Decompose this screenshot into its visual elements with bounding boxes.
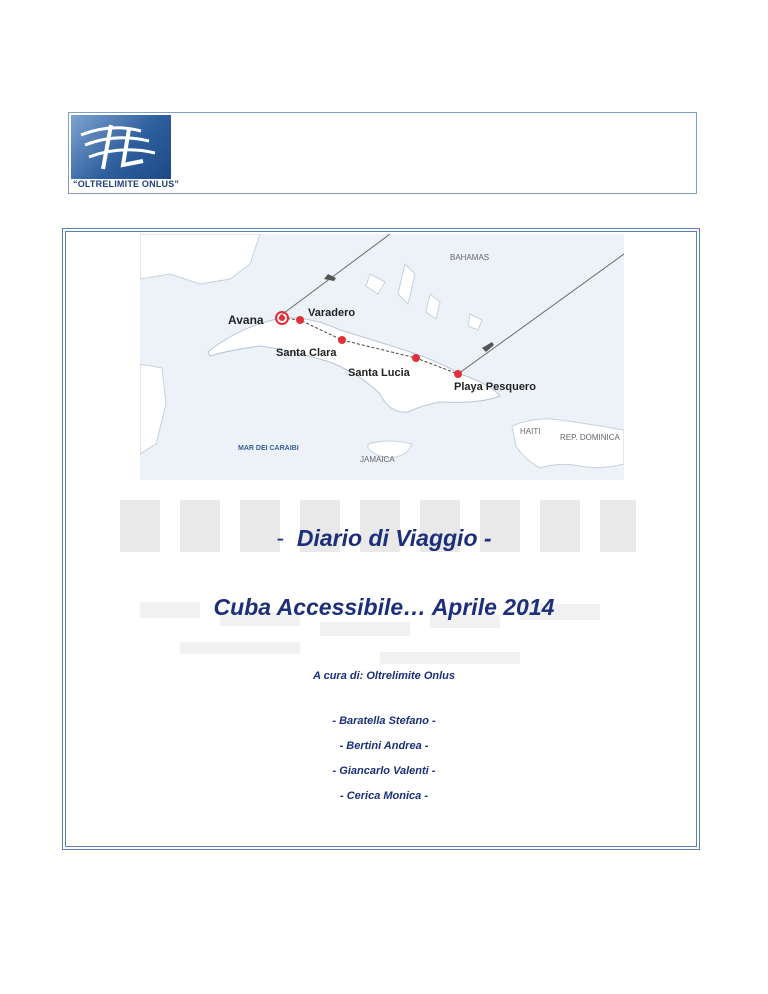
title-text: Diario di Viaggio -: [296, 525, 492, 551]
document-subtitle: Cuba Accessibile… Aprile 2014: [213, 594, 555, 620]
bahamas-island: [426, 294, 440, 319]
label-dominican: REP. DOMINICA: [560, 433, 620, 442]
flight-path-west: [280, 234, 390, 316]
author-name: - Baratella Stefano -: [332, 715, 436, 727]
organization-caption: “OLTRELIMITE ONLUS”: [73, 179, 180, 189]
label-bahamas: BAHAMAS: [450, 253, 490, 262]
airplane-icon: [482, 342, 494, 352]
bahamas-island: [366, 274, 385, 294]
watermark-svg: [120, 492, 640, 682]
author-name: - Bertini Andrea -: [339, 740, 429, 752]
yucatan-land: [140, 364, 166, 454]
santa-lucia-dot: [412, 354, 420, 362]
cuba-route-map: [140, 234, 624, 480]
flight-path-east: [458, 254, 624, 374]
bahamas-island: [398, 264, 415, 304]
authors-list: [0, 709, 768, 809]
logo-swoosh-icon: [71, 115, 171, 179]
document-title: [0, 525, 768, 552]
faded-watermark: [120, 492, 640, 682]
author-name: - Cerica Monica -: [339, 790, 429, 802]
author-name: - Giancarlo Valenti -: [332, 765, 436, 777]
santa-clara-dot: [338, 336, 346, 344]
label-varadero: Varadero: [308, 307, 356, 319]
title-dash: -: [276, 525, 285, 551]
oltrelimite-logo: [71, 115, 171, 179]
north-land: [140, 234, 260, 284]
label-jamaica: JAMAICA: [360, 455, 395, 464]
cuba-island: [208, 318, 500, 412]
label-caribbean-sea: MAR DEI CARAIBI: [238, 445, 299, 452]
label-playa-pesquero: Playa Pesquero: [454, 381, 536, 393]
bahamas-island: [468, 314, 482, 330]
map-svg: [140, 234, 624, 480]
curator-line: A cura di: Oltrelimite Onlus: [312, 670, 455, 682]
label-santa-clara: Santa Clara: [276, 347, 337, 359]
header-box: [68, 112, 697, 194]
label-haiti: HAITI: [520, 427, 541, 436]
label-santa-lucia: Santa Lucia: [348, 367, 410, 379]
avana-dot: [279, 315, 285, 321]
label-avana: Avana: [228, 313, 264, 327]
playa-pesquero-dot: [454, 370, 462, 378]
varadero-dot: [296, 316, 304, 324]
